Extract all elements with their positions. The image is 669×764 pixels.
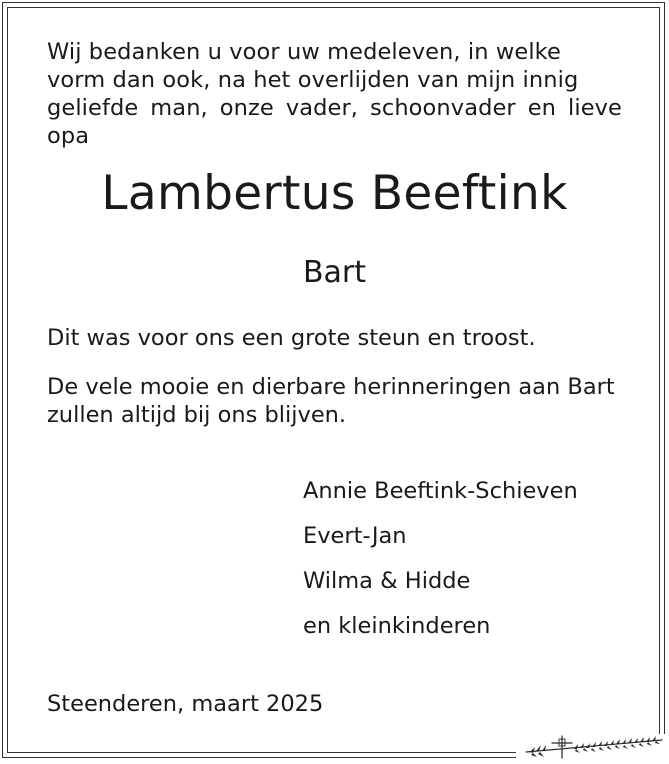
intro-line: Wij bedanken u voor uw medeleven, in welke (47, 39, 561, 65)
signer: Annie Beeftink-Schieven (303, 478, 578, 504)
intro-line: vorm dan ook, na het overlijden van mijn innig (47, 67, 579, 93)
memories-line: zullen altijd bij ons blijven. (47, 402, 347, 428)
signer: Evert-Jan (303, 523, 407, 549)
memories-line: De vele mooie en dierbare herinneringen aan Bart (47, 374, 615, 400)
signers-list (303, 477, 653, 657)
place-and-date: Steenderen, maart 2025 (47, 691, 324, 717)
signer: Wilma & Hidde (303, 568, 471, 594)
memories-text (47, 373, 627, 429)
gratitude-text: Dit was voor ons een grote steun en troost. (47, 325, 536, 351)
signer: en kleinkinderen (303, 613, 491, 639)
intro-text (47, 38, 622, 150)
nickname: Bart (302, 255, 367, 290)
deceased-name: Lambertus Beeftink (101, 166, 568, 221)
cross-with-palm-branch-icon (516, 734, 666, 760)
intro-line: geliefde man, onze vader, schoonvader en lieve opa (47, 95, 622, 149)
